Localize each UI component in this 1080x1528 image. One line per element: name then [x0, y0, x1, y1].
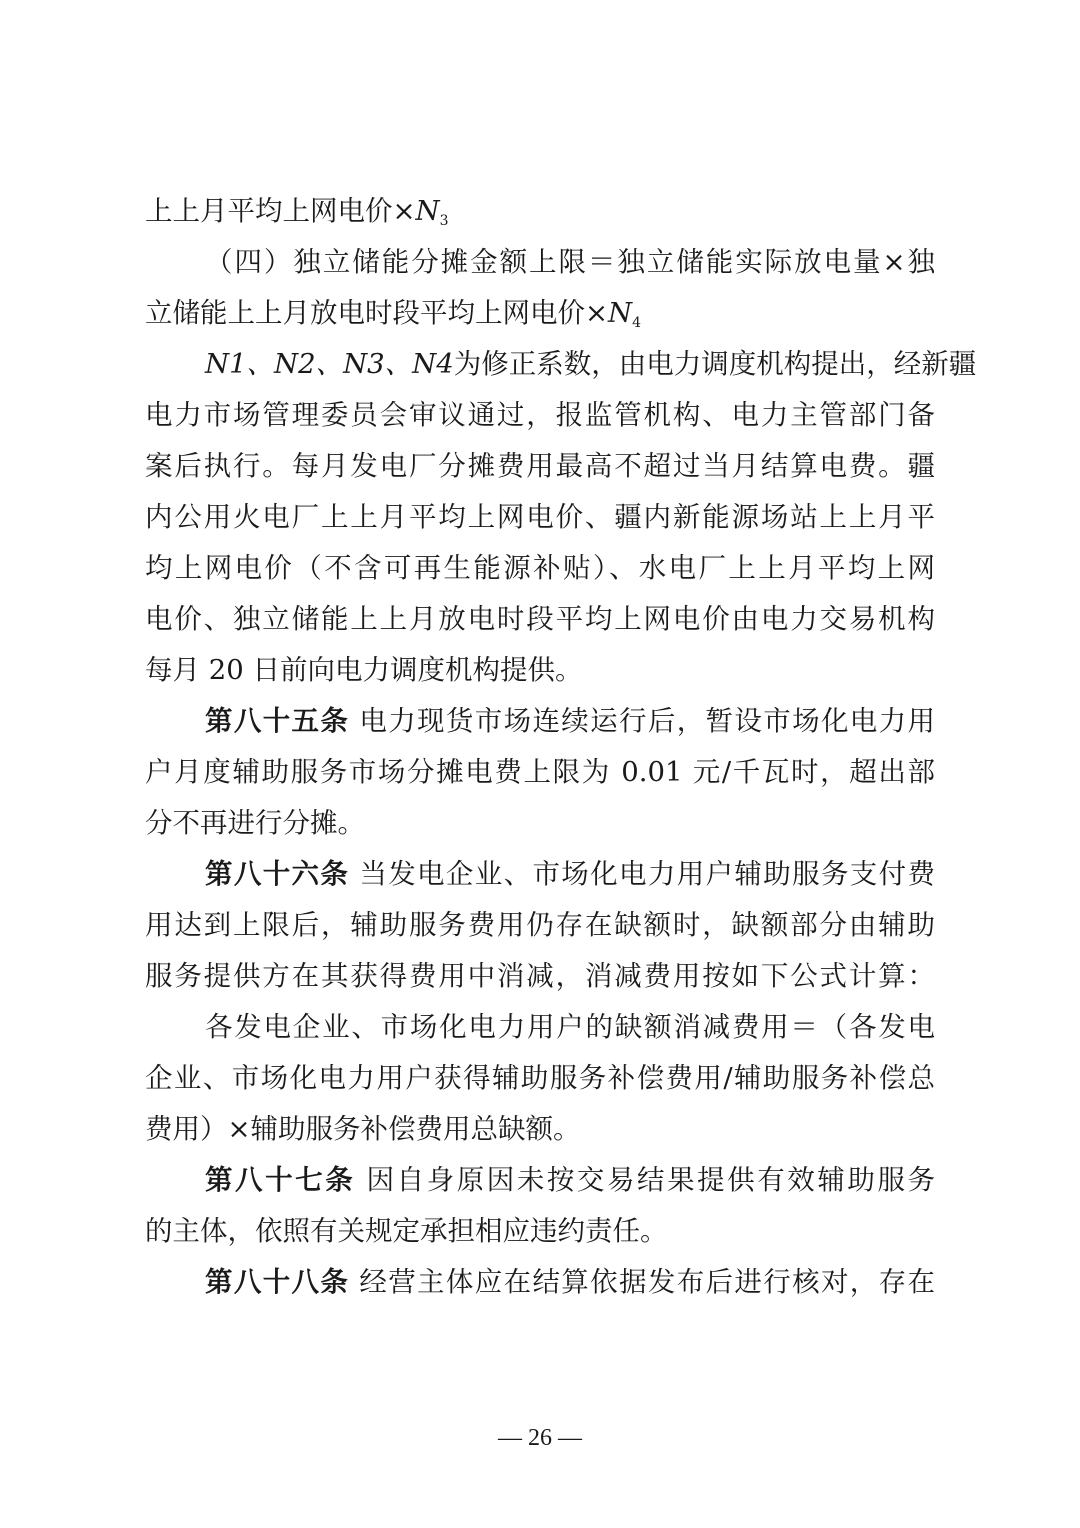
line-text: 立储能上上月放电时段平均上网电价× — [145, 297, 609, 329]
line-text: 经营主体应在结算依据发布后进行核对，存在 — [359, 1266, 935, 1298]
article-87-line — [205, 1158, 935, 1202]
line-text: 的主体，依照有关规定承担相应违约责任。 — [145, 1215, 668, 1247]
line-text: 为修正系数，由电力调度机构提出，经新疆 — [453, 348, 977, 380]
line-text: 电价、独立储能上上月放电时段平均上网电价由电力交易机构 — [145, 603, 935, 635]
text-line — [145, 1107, 935, 1151]
text-line — [145, 495, 935, 539]
line-text: 电力现货市场连续运行后，暂设市场化电力用 — [359, 705, 935, 737]
article-86-line — [205, 852, 935, 896]
line-text: （四）独立储能分摊金额上限＝独立储能实际放电量×独 — [205, 246, 935, 278]
text-line — [145, 444, 935, 488]
article-88-line — [205, 1260, 935, 1304]
line-text: 均上网电价（不含可再生能源补贴）、水电厂上上月平均上网 — [145, 552, 935, 584]
article-heading: 第八十七条 — [205, 1164, 356, 1196]
text-line — [145, 801, 935, 845]
coefficient-n3: $N_3$ — [415, 195, 449, 229]
text-line — [205, 342, 977, 386]
line-text: 各发电企业、市场化电力用户的缺额消减费用＝（各发电 — [205, 1011, 935, 1043]
text-line — [145, 189, 935, 233]
line-text — [349, 1266, 359, 1298]
text-line — [145, 546, 935, 590]
text-line — [145, 597, 935, 641]
line-text: 因自身原因未按交易结果提供有效辅助服务 — [366, 1164, 935, 1196]
text-line — [205, 240, 935, 284]
text-line — [145, 1056, 935, 1100]
line-text: 费用）×辅助服务补偿费用总缺额。 — [145, 1113, 581, 1145]
line-text: 户月度辅助服务市场分摊电费上限为 0.01 元/千瓦时，超出部 — [145, 756, 935, 788]
line-text — [355, 1164, 366, 1196]
text-line — [145, 393, 935, 437]
line-text: 当发电企业、市场化电力用户辅助服务支付费 — [359, 858, 935, 890]
line-text — [349, 705, 359, 737]
line-text: 每月 20 日前向电力调度机构提供。 — [145, 654, 583, 686]
text-line — [145, 648, 935, 692]
article-heading: 第八十五条 — [205, 705, 350, 737]
line-text: 内公用火电厂上上月平均上网电价、疆内新能源场站上上月平 — [145, 501, 935, 533]
text-line — [145, 750, 935, 794]
line-text: 服务提供方在其获得费用中消减，消减费用按如下公式计算： — [145, 960, 935, 992]
text-line — [205, 1005, 935, 1049]
line-text: 上上月平均上网电价× — [145, 195, 416, 227]
text-line — [145, 291, 935, 335]
coefficient-n4: $N_4$ — [608, 297, 642, 331]
line-text: 企业、市场化电力用户获得辅助服务补偿费用/辅助服务补偿总 — [145, 1062, 935, 1094]
article-85-line — [205, 699, 935, 743]
text-line — [145, 903, 935, 947]
line-text: 用达到上限后，辅助服务费用仍存在缺额时，缺额部分由辅助 — [145, 909, 935, 941]
text-line — [145, 1209, 935, 1253]
line-text — [349, 858, 359, 890]
text-line — [145, 954, 935, 998]
line-text: 电力市场管理委员会审议通过，报监管机构、电力主管部门备 — [145, 399, 935, 431]
article-heading: 第八十八条 — [205, 1266, 350, 1298]
coefficient-list: N1、N2、N3、N4 — [205, 348, 454, 380]
page-number: — 26 — — [498, 1425, 582, 1451]
line-text: 案后执行。每月发电厂分摊费用最高不超过当月结算电费。疆 — [145, 450, 935, 482]
line-text: 分不再进行分摊。 — [145, 807, 365, 839]
article-heading: 第八十六条 — [205, 858, 350, 890]
